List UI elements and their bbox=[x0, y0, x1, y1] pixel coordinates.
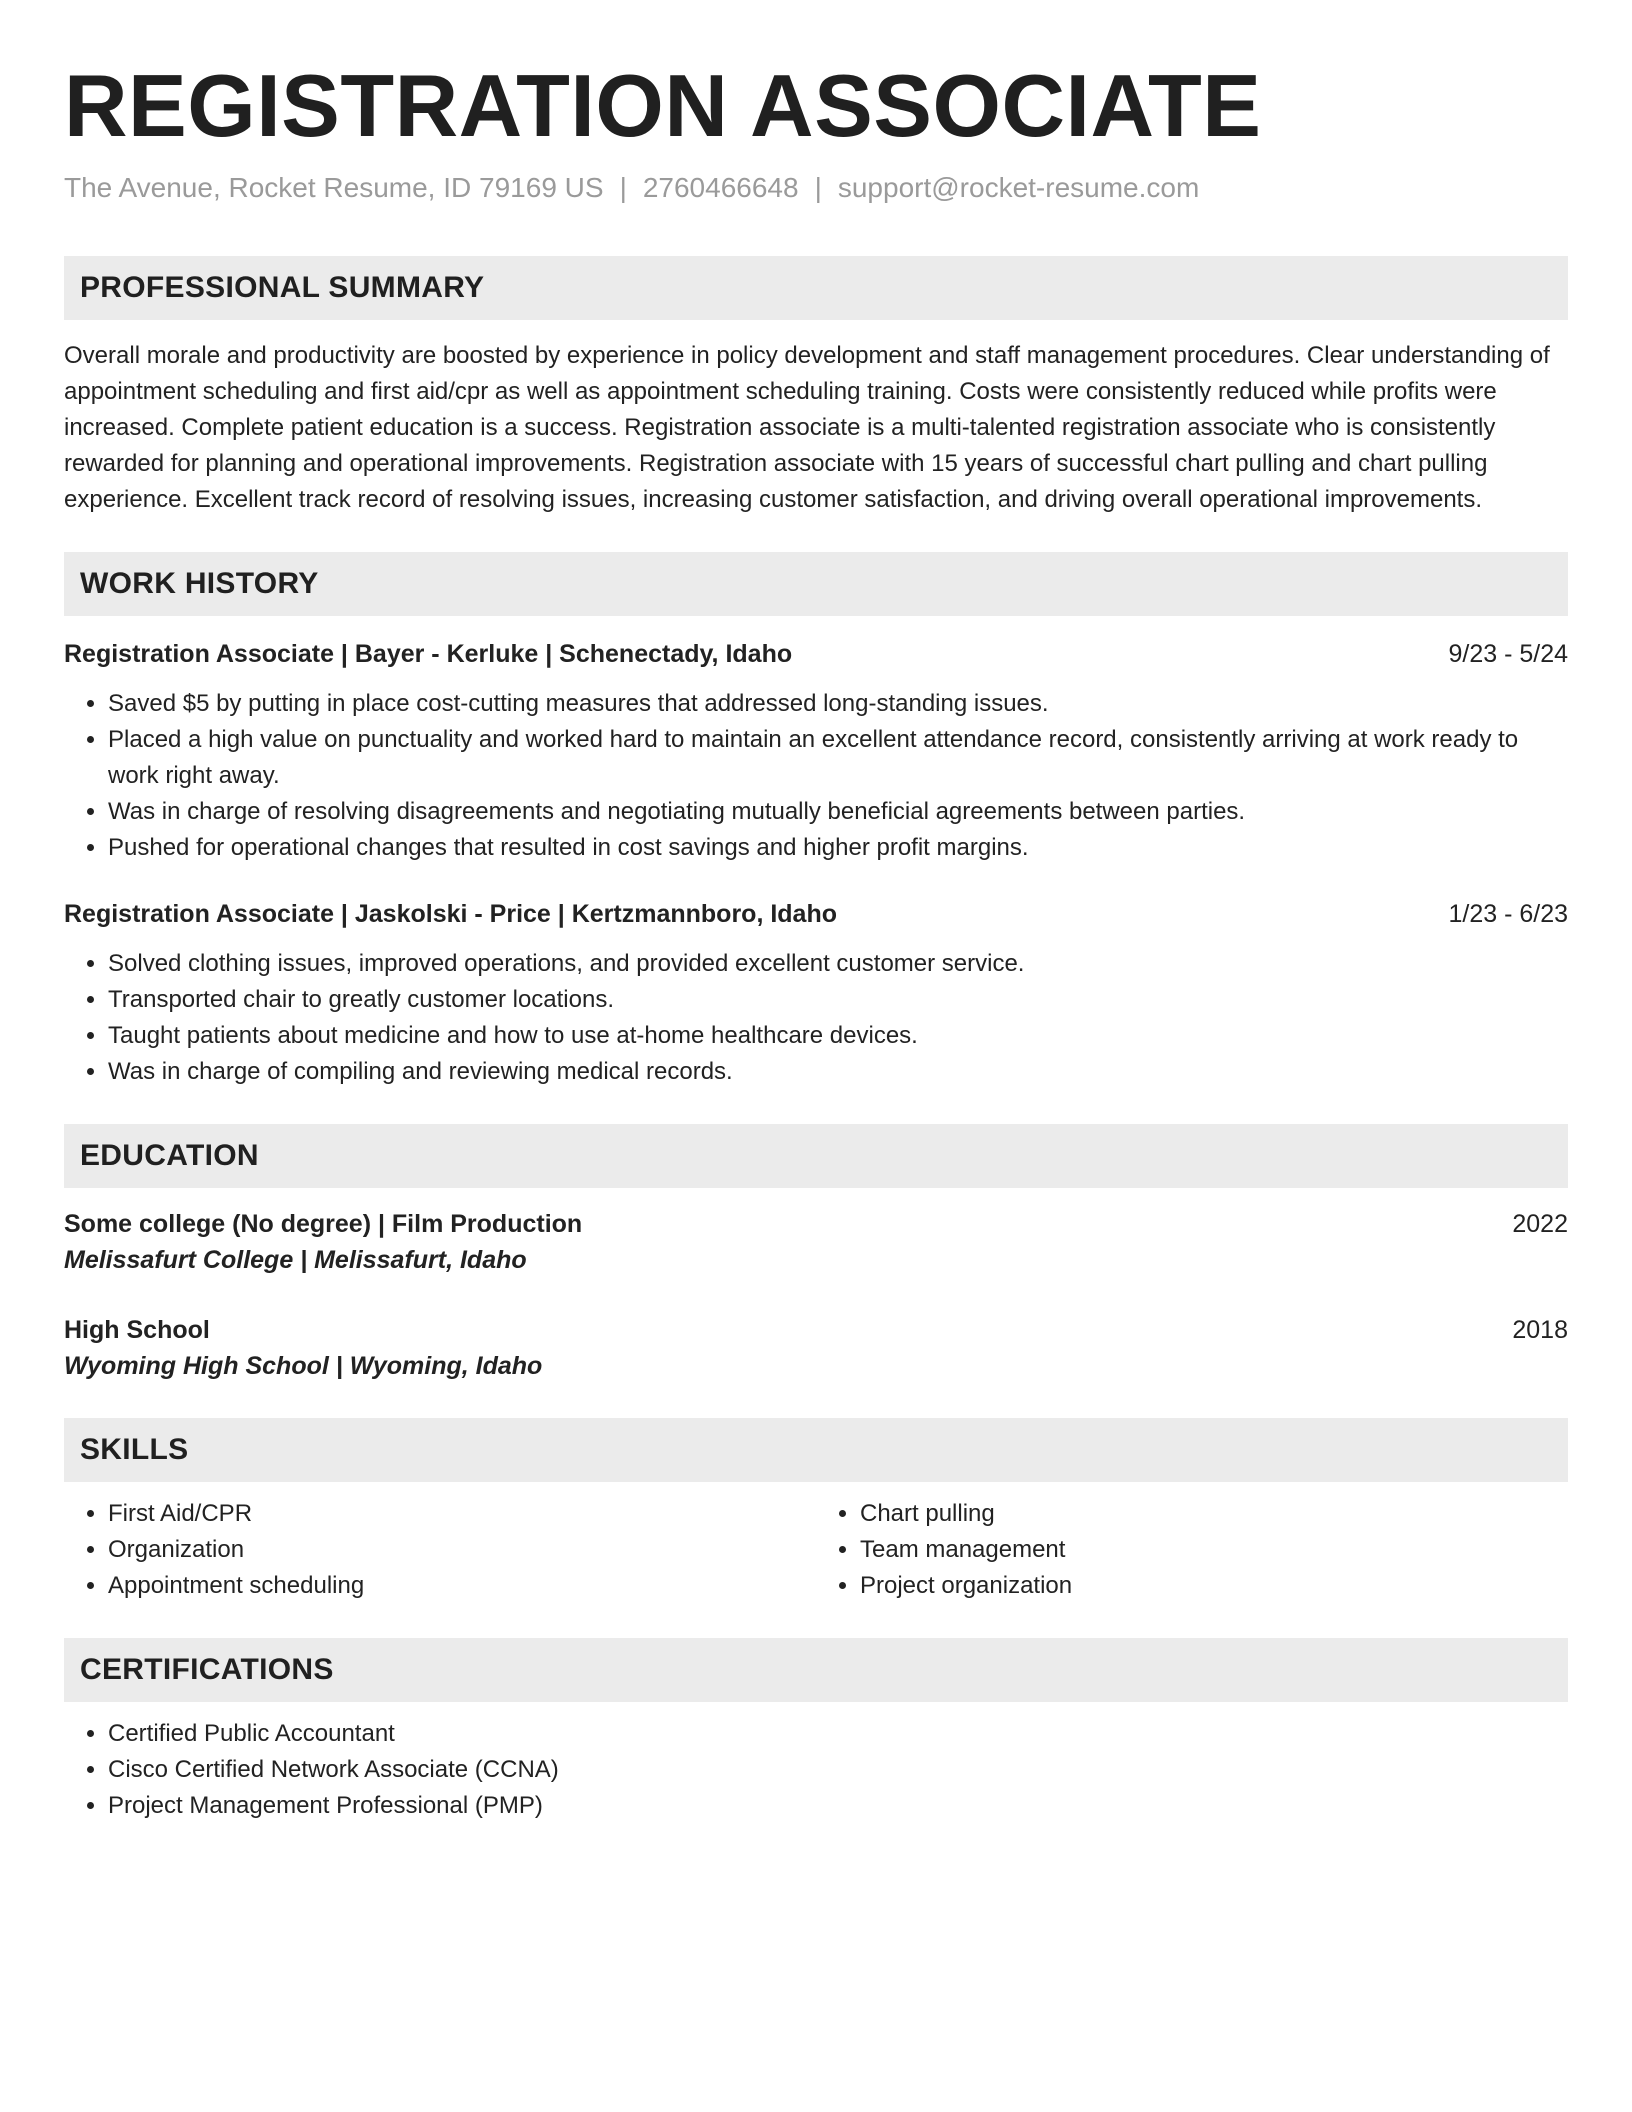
education-degree: High School bbox=[64, 1316, 210, 1344]
certification-item: • Certified Public Accountant bbox=[108, 1716, 1568, 1752]
certifications-section-header bbox=[64, 1638, 1568, 1702]
skill-item: • Organization bbox=[108, 1532, 816, 1568]
summary-heading: PROFESSIONAL SUMMARY bbox=[80, 271, 485, 304]
contact-line bbox=[64, 170, 1568, 206]
job-dates: 1/23 - 6/23 bbox=[1448, 900, 1568, 928]
job-entry bbox=[64, 896, 1568, 1090]
candidate-name: REGISTRATION ASSOCIATE bbox=[64, 56, 1262, 155]
certifications-list bbox=[64, 1716, 1568, 1824]
contact-phone: 2760466648 bbox=[642, 172, 799, 203]
job-dates: 9/23 - 5/24 bbox=[1448, 640, 1568, 668]
education-entry bbox=[64, 1312, 1568, 1384]
education-header bbox=[64, 1312, 1568, 1348]
job-entry bbox=[64, 636, 1568, 866]
job-bullet: • Transported chair to greatly customer locations. bbox=[108, 982, 1568, 1018]
job-bullet: • Pushed for operational changes that resulted in cost savings and higher profit margins. bbox=[108, 830, 1568, 866]
skills-left-list bbox=[64, 1496, 816, 1604]
education-section-header bbox=[64, 1124, 1568, 1188]
skill-item: • Team management bbox=[860, 1532, 1568, 1568]
summary-section-header bbox=[64, 256, 1568, 320]
job-bullets bbox=[64, 686, 1568, 866]
skills-right-list bbox=[816, 1496, 1568, 1604]
work-heading: WORK HISTORY bbox=[80, 567, 319, 600]
job-bullet: • Was in charge of resolving disagreements and negotiating mutually beneficial agreements between parties. bbox=[108, 794, 1568, 830]
summary-text: Overall morale and productivity are boosted by experience in policy development and staff management procedures. Clear understanding of appointment scheduling and first aid/cpr as well as appointment scheduling training. Costs were consistently reduced while profits were increased. Complete patient education is a success. Registration associate is a multi-talented registration associate who is consistently rewarded for planning and operational improvements. Registration associate with 15 years of successful chart pulling and chart pulling experience. Excellent track record of resolving issues, increasing customer satisfaction, and driving overall operational improvements. bbox=[64, 342, 1550, 513]
education-year: 2018 bbox=[1512, 1316, 1568, 1344]
certifications-heading: CERTIFICATIONS bbox=[80, 1653, 334, 1686]
education-degree: Some college (No degree) | Film Production bbox=[64, 1210, 583, 1238]
contact-email[interactable]: support@rocket-resume.com bbox=[837, 172, 1200, 203]
skills-grid bbox=[64, 1496, 1568, 1604]
work-section-header bbox=[64, 552, 1568, 616]
job-bullet: • Solved clothing issues, improved operations, and provided excellent customer service. bbox=[108, 946, 1568, 982]
certification-item: • Cisco Certified Network Associate (CCNA) bbox=[108, 1752, 1568, 1788]
education-entry bbox=[64, 1206, 1568, 1278]
skill-item: • First Aid/CPR bbox=[108, 1496, 816, 1532]
job-title: Registration Associate | Bayer - Kerluke | Schenectady, Idaho bbox=[64, 640, 793, 668]
education-heading: EDUCATION bbox=[80, 1139, 259, 1172]
job-header bbox=[64, 636, 1568, 672]
skills-section-header bbox=[64, 1418, 1568, 1482]
job-bullet: • Taught patients about medicine and how to use at-home healthcare devices. bbox=[108, 1018, 1568, 1054]
contact-address: The Avenue, Rocket Resume, ID 79169 US bbox=[64, 172, 604, 203]
skill-item: • Appointment scheduling bbox=[108, 1568, 816, 1604]
job-bullet: • Was in charge of compiling and reviewing medical records. bbox=[108, 1054, 1568, 1090]
skill-item: • Project organization bbox=[860, 1568, 1568, 1604]
job-header bbox=[64, 896, 1568, 932]
skills-heading: SKILLS bbox=[80, 1433, 189, 1466]
contact-separator: | bbox=[619, 172, 627, 203]
skill-item: • Chart pulling bbox=[860, 1496, 1568, 1532]
education-school: Wyoming High School | Wyoming, Idaho bbox=[64, 1352, 543, 1380]
job-title: Registration Associate | Jaskolski - Price | Kertzmannboro, Idaho bbox=[64, 900, 837, 928]
certification-item: • Project Management Professional (PMP) bbox=[108, 1788, 1568, 1824]
job-bullet: • Placed a high value on punctuality and worked hard to maintain an excellent attendance record, consistently arriving at work ready to work right away. bbox=[108, 722, 1568, 794]
education-header bbox=[64, 1206, 1568, 1242]
contact-separator: | bbox=[814, 172, 822, 203]
job-bullets bbox=[64, 946, 1568, 1090]
education-year: 2022 bbox=[1512, 1210, 1568, 1238]
education-school: Melissafurt College | Melissafurt, Idaho bbox=[64, 1246, 527, 1274]
job-bullet: • Saved $5 by putting in place cost-cutting measures that addressed long-standing issues. bbox=[108, 686, 1568, 722]
